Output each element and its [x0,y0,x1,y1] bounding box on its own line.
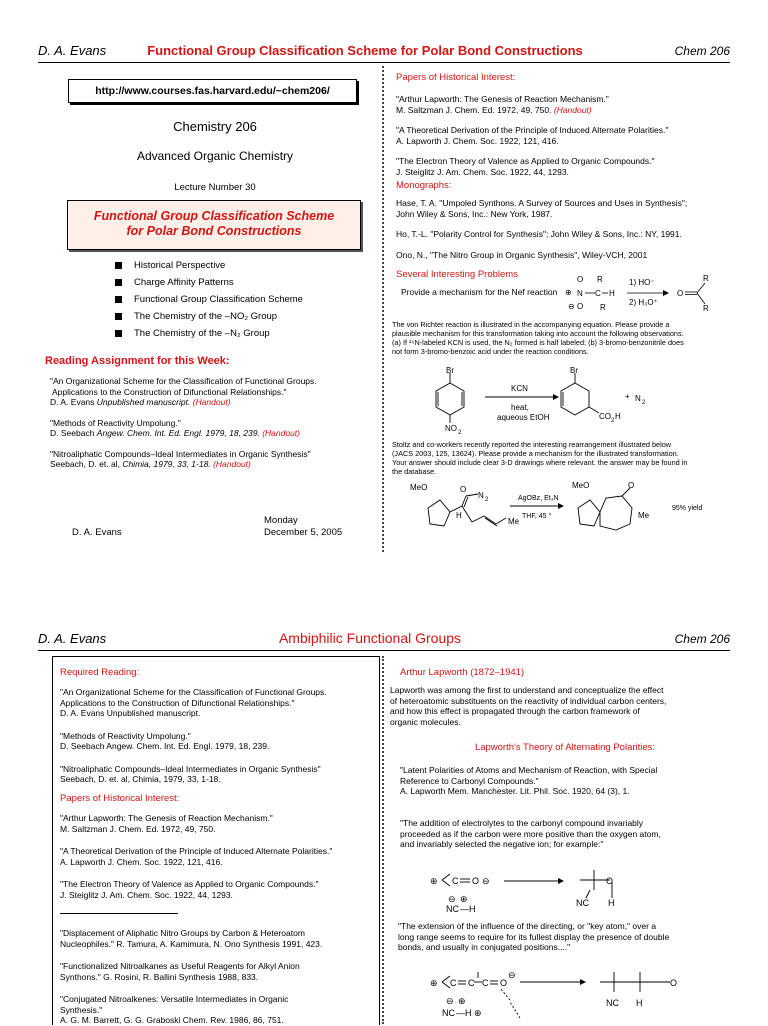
svg-text:N: N [635,394,641,403]
presenter-name: D. A. Evans [72,527,122,538]
svg-text:O: O [677,289,684,298]
slide1-author: D. A. Evans [38,43,107,58]
list-item: "An Organizational Scheme for the Classification of Functional Groups. Applications to the Construction of Difunctional Relationships." D. A. Evans Unpublished manuscript. [60,687,327,718]
slide2-course: Chem 206 [674,632,730,646]
list-item: The Chemistry of the –NO₂ Group [115,308,303,325]
nef-text: Provide a mechanism for the Nef reaction [401,287,558,297]
course-subtitle: Advanced Organic Chemistry [136,149,294,163]
lecture-title-box [67,200,361,250]
svg-text:N: N [478,491,484,500]
stoltz-scheme [410,478,740,550]
conjugated-addition-scheme [430,960,690,1024]
reading-list [50,376,370,470]
topic-list [115,257,303,342]
svg-text:AgOBz, Et₃N: AgOBz, Et₃N [518,495,559,502]
slide2-author: D. A. Evans [38,631,107,646]
papers-heading: Papers of Historical Interest: [396,72,516,83]
von-richter-text: The von Richter reaction is illustrated in the accompanying equation. Please provide a plausible mechanism for this transformation taking into account the following observations. (a) If ¹⁵N-labeled KCN is used, the N₂ formed is half labeled; (b) 3-bromo-benzonitrile does not form 3-bromo-benzoic acid under the reaction conditions. [392,320,684,356]
svg-text:⊕: ⊕ [430,876,438,886]
list-item: "Displacement of Aliphatic Nitro Groups by Carbon & Heteroatom Nucleophiles." R. Tamura, A. Kamimura, N. Ono Synthesis 1991, 423. [60,928,323,949]
svg-text:+: + [625,392,630,401]
svg-text:O: O [606,876,614,886]
problems-heading: Several Interesting Problems [396,269,518,280]
svg-text:95% yield: 95% yield [672,505,703,512]
svg-text:NC: NC [576,898,589,908]
theory-heading: Lapworth's Theory of Alternating Polarities: [474,742,656,753]
reading-heading: Reading Assignment for this Week: [45,355,230,367]
svg-text:O: O [670,978,678,988]
svg-text:R: R [703,274,709,283]
slide2-papers-heading: Papers of Historical Interest: [60,793,180,804]
svg-text:R: R [703,304,709,312]
list-item: "Arthur Lapworth: The Genesis of Reaction Mechanism." M. Saltzman J. Chem. Ed. 1972, 49, 750. (Handout) [396,94,609,115]
svg-text:Br: Br [446,366,454,375]
list-item: "Nitroaliphatic Compounds–Ideal Intermediates in Organic Synthesis" Seebach, D. et. al, Chimia, 1979, 33, 1-18. [60,763,321,784]
svg-text:NC: NC [606,998,619,1008]
required-heading: Required Reading: [60,667,140,678]
svg-text:aqueous EtOH: aqueous EtOH [497,413,550,422]
slide2-papers-list [60,813,375,900]
slide1-header-rule [38,62,730,63]
svg-text:O: O [460,485,467,494]
quote-electrolytes: "The addition of electrolytes to the carbonyl compound invariably proceeded as if the carbon were more positive than the oxygen atom, and invariably selected the negative ion; for example:" [400,818,661,849]
list-item: "The Electron Theory of Valence as Applied to Organic Compounds." J. Steiglitz J. Am. Chem. Soc. 1922, 44, 1293. [396,156,655,177]
list-item: "A Theoretical Derivation of the Principle of Induced Alternate Polarities." A. Lapworth J. Chem. Soc. 1922, 121, 416. [60,846,333,867]
svg-text:Me: Me [508,517,520,526]
svg-text:2) H₃O⁺: 2) H₃O⁺ [629,298,658,307]
svg-text:⊖: ⊖ [482,876,490,886]
svg-text:⊕: ⊕ [458,996,466,1006]
svg-text:2: 2 [642,400,646,406]
list-item: "An Organizational Scheme for the Classification of Functional Groups. Applications to the Construction of Difunctional Relationships." D. A. Evans Unpublished manuscript. (Handout) [50,376,317,407]
svg-text:⊖: ⊖ [446,996,454,1006]
svg-text:NC: NC [446,904,459,914]
list-item: Functional Group Classification Scheme [115,291,303,308]
list-item: Historical Perspective [115,257,303,274]
list-item: Ho, T.-L. "Polarity Control for Synthesis"; John Wiley & Sons, Inc.: NY, 1991. [396,229,682,239]
slide1-title: Functional Group Classification Scheme for Polar Bond Constructions [147,43,583,58]
svg-text:O: O [577,275,584,284]
slide2-column-divider [382,656,384,1024]
slide2-title: Ambiphilic Functional Groups [278,630,462,646]
svg-text:2: 2 [611,418,615,424]
svg-text:O: O [472,876,480,886]
svg-text:2: 2 [458,430,462,435]
nef-reaction-scheme [565,270,750,312]
svg-text:2: 2 [485,497,489,503]
svg-text:H: H [608,898,615,908]
quote-key-atom: "The extension of the influence of the directing, or "key atom," over a long range seems to require for its fullest display the presence of double bonds, and usually in conjugated positions...." [398,921,670,952]
monographs-heading: Monographs: [396,180,452,191]
svg-text:⊕: ⊕ [460,894,468,904]
list-item: "Functionalized Nitroalkanes as Useful Reagents for Alkyl Anion Synthons." G. Rosini, R. Ballini Synthesis 1988, 833. [60,961,300,982]
papers-list [396,94,741,177]
section-separator [60,913,178,914]
list-item: "A Theoretical Derivation of the Principle of Induced Alternate Polarities." A. Lapworth J. Chem. Soc. 1922, 121, 416. [396,125,669,146]
lapworth-heading: Arthur Lapworth (1872–1941) [400,667,525,678]
svg-text:KCN: KCN [511,384,528,393]
svg-text:⊖: ⊖ [508,970,516,980]
slide1-course: Chem 206 [674,44,730,58]
stoltz-text: Stoltz and co-workers recently reported the interesting rearrangement illustrated below (JACS 2003, 125, 13624). Please provide a mechanism for the illustrated transformation. Your answer should include clear 3-D drawings where relevant. the answer may be found in the database. [392,440,688,476]
svg-text:C: C [452,876,459,886]
svg-text:1) HO⁻: 1) HO⁻ [629,278,655,287]
svg-text:⊕: ⊕ [430,978,438,988]
svg-text:MeO: MeO [572,481,590,490]
quote-latent-polarities: "Latent Polarities of Atoms and Mechanism of Reaction, with Special Reference to Carbonyl Compounds." A. Lapworth Mem. Manchester. Lit. Phil. Soc. 1920, 64 (3), 1. [400,765,658,796]
svg-text:NO: NO [445,424,457,433]
svg-text:Br: Br [570,366,578,375]
svg-text:O: O [628,481,635,490]
svg-text:⊕: ⊕ [565,288,572,297]
svg-text:—H: —H [460,904,476,914]
svg-text:—H ⊕: —H ⊕ [456,1008,482,1018]
required-list [60,687,375,785]
monographs-list [396,198,741,260]
svg-text:R: R [597,275,603,284]
list-item: "Conjugated Nitroalkenes: Versatile Intermediates in Organic Synthesis." A. G. M. Barrett, G. G. Graboski Chem. Rev. 1986, 86, 751. [60,994,289,1025]
svg-text:Me: Me [638,511,650,520]
bullet-icon [115,262,122,269]
list-item: The Chemistry of the –N₂ Group [115,325,303,342]
svg-text:O: O [577,302,584,311]
list-item: Hase, T. A. "Umpoled Synthons. A Survey of Sources and Uses in Synthesis"; [396,198,688,208]
svg-text:H: H [615,412,621,421]
svg-text:N: N [577,289,583,298]
list-item: Charge Affinity Patterns [115,274,303,291]
svg-text:⊖: ⊖ [448,894,456,904]
bullet-icon [115,313,122,320]
lecture-number: Lecture Number 30 [174,182,256,193]
svg-text:C: C [482,978,489,988]
slide2-header-rule [38,650,730,651]
svg-text:heat,: heat, [511,403,529,412]
svg-text:MeO: MeO [410,483,428,492]
svg-text:O: O [500,978,508,988]
bullet-icon [115,296,122,303]
svg-text:NC: NC [442,1008,455,1018]
svg-text:⊖: ⊖ [568,302,575,311]
column-divider [382,66,384,552]
list-item: Ono, N., "The Nitro Group in Organic Synthesis", Wiley-VCH, 2001 [396,249,648,260]
bullet-icon [115,279,122,286]
von-richter-scheme [425,365,655,435]
list-item: "Methods of Reactivity Umpolung." D. Seebach Angew. Chem. Int. Ed. Engl. 1979, 18, 239. [60,730,270,751]
svg-text:H: H [609,289,615,298]
list-item: "Nitroaliphatic Compounds–Ideal Intermediates in Organic Synthesis" Seebach, D. et. al, Chimia, 1979, 33, 1-18. (Handout) [50,448,311,469]
bullet-icon [115,330,122,337]
course-url-link[interactable]: http://www.courses.fas.harvard.edu/~chem206/ [68,79,357,103]
lapworth-text: Lapworth was among the first to understand and conceptualize the effect of heteroatomic substituents on the reactivity of individual carbon centers, and how this effect is propagated through the carbon framework of organic molecules. [390,685,667,727]
list-item: "The Electron Theory of Valence as Applied to Organic Compounds." J. Steiglitz J. Am. Chem. Soc. 1922, 44, 1293. [60,879,319,900]
lecture-date: December 5, 2005 [264,527,343,538]
list-item: "Methods of Reactivity Umpolung." D. Seebach Angew. Chem. Int. Ed. Engl. 1979, 18, 239. (Handout) [50,417,301,438]
svg-text:C: C [595,289,601,298]
svg-text:H: H [456,511,462,520]
lecture-day: Monday [264,515,298,526]
carbonyl-addition-scheme [430,860,660,915]
svg-text:CO: CO [599,412,611,421]
svg-text:R: R [600,303,606,312]
svg-text:C: C [450,978,457,988]
course-title: Chemistry 206 [173,119,257,134]
lecture-title-line1: Functional Group Classification Scheme [93,209,335,223]
svg-text:H: H [636,998,643,1008]
lecture-title-line2: for Polar Bond Constructions [126,224,302,238]
list-item: "Arthur Lapworth: The Genesis of Reaction Mechanism." M. Saltzman J. Chem. Ed. 1972, 49, 750. [60,813,273,834]
svg-text:THF, 45 °: THF, 45 ° [522,513,552,520]
list-item: John Wiley & Sons, Inc.: New York, 1987. [396,208,553,219]
svg-text:C: C [468,978,475,988]
more-papers-list [60,928,375,1026]
